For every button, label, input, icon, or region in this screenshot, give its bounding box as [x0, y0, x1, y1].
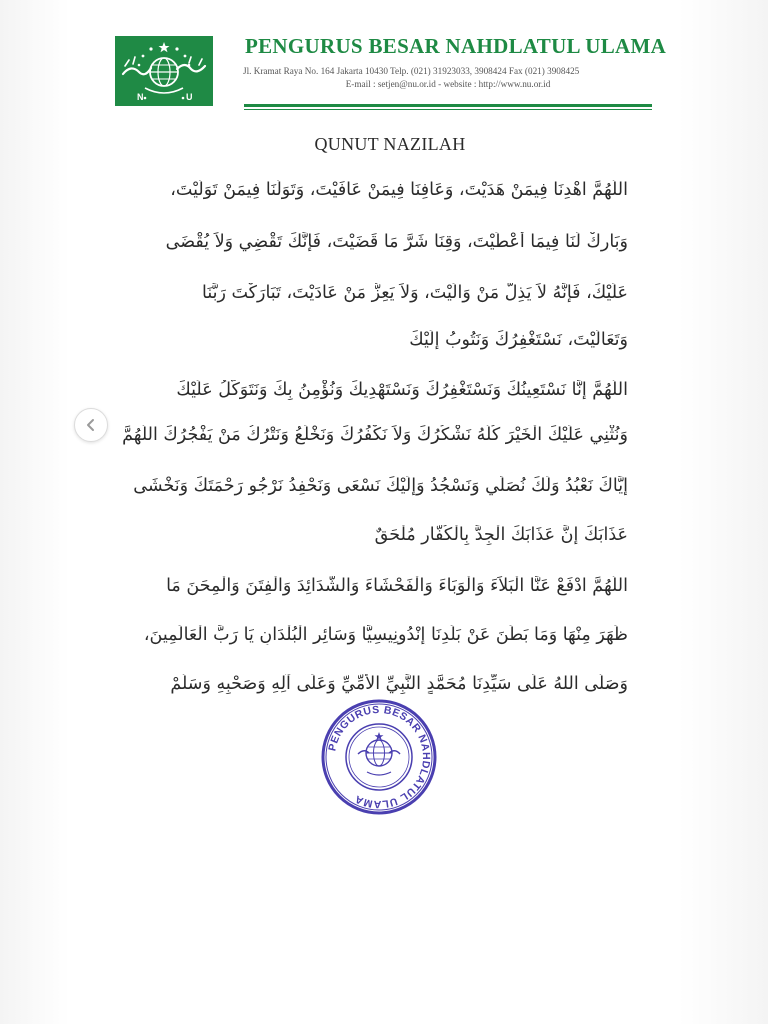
- prayer-line: اللَّهُمَّ اهْدِنَا فِيمَنْ هَدَيْتَ، وَعَافِنَا فِيمَنْ عَافَيْتَ، وَتَوَلَّنَا فِيمَنْ تَوَلَّيْتَ،: [170, 180, 628, 200]
- logo-letter-u: U: [186, 92, 193, 102]
- prayer-line: عَلَيْكَ، فَإِنَّهُ لاَ يَذِلُّ مَنْ وَالَيْتَ، وَلاَ يَعِزُّ مَنْ عَادَيْتَ، تَبَارَكْتَ رَبَّنَا: [201, 283, 628, 303]
- official-stamp: [320, 698, 438, 816]
- left-backdrop: [0, 0, 70, 1024]
- prayer-line: عَذَابَكَ إِنَّ عَذَابَكَ الْجِدَّ بِالْكُفَّارِ مُلْحَقٌ: [374, 525, 628, 545]
- nahdlatul-ulama-logo: [115, 36, 213, 106]
- prayer-line: وَصَلَّى اللهُ عَلَى سَيِّدِنَا مُحَمَّدٍ النَّبِيِّ الأُمِّيِّ وَعَلَى آلِهِ وَصَحْبِهِ وَسَلَّمْ: [170, 674, 628, 694]
- prayer-line: اللَّهُمَّ إِنَّا نَسْتَعِينُكَ وَنَسْتَغْفِرُكَ وَنَسْتَهْدِيكَ وَنُؤْمِنُ بِكَ وَنَتَوَكَّلُ عَلَيْكَ: [176, 380, 628, 400]
- letterhead-rule: [244, 104, 652, 107]
- logo-letter-n: N: [137, 92, 144, 102]
- svg-text:PENGURUS BESAR NAHDLATUL ULAMA: [326, 704, 432, 810]
- globe-stars-icon: [115, 36, 213, 106]
- organization-address: Jl. Kramat Raya No. 164 Jakarta 10430 Telp. (021) 31923033, 3908424 Fax (021) 3908425: [243, 66, 580, 76]
- prayer-line: وَتَعَالَيْتَ، نَسْتَغْفِرُكَ وَنَتُوبُ إِلَيْكَ: [409, 330, 628, 350]
- organization-name: PENGURUS BESAR NAHDLATUL ULAMA: [245, 34, 667, 58]
- prayer-line: وَبَارِكْ لَنَا فِيمَا أَعْطَيْتَ، وَقِنَا شَرَّ مَا قَضَيْتَ، فَإِنَّكَ تَقْضِي وَلاَ يُقْضَى: [165, 232, 628, 252]
- stamp-seal-icon: [320, 698, 438, 816]
- letterhead-rule-thin: [244, 109, 652, 110]
- prayer-line: اللَّهُمَّ ادْفَعْ عَنَّا الْبَلاَءَ وَالْوَبَاءَ وَالْفَحْشَاءَ وَالشَّدَائِدَ وَالْفِتَنَ وَالْمِحَنَ مَا: [166, 576, 628, 596]
- chevron-left-icon: [84, 418, 98, 432]
- prayer-line: إِيَّاكَ نَعْبُدُ وَلَكَ نُصَلِّي وَنَسْجُدُ وَإِلَيْكَ نَسْعَى وَنَحْفِدُ نَرْجُو رَحْمَتَكَ وَنَخْشَى: [133, 476, 628, 496]
- right-backdrop: [678, 0, 768, 1024]
- document-title: QUNUT NAZILAH: [314, 134, 466, 154]
- previous-image-button[interactable]: [74, 408, 108, 442]
- organization-contact: E-mail : setjen@nu.or.id - website : http://www.nu.or.id: [345, 79, 551, 89]
- stamp-text: PENGURUS BESAR NAHDLATUL ULAMA: [326, 703, 433, 811]
- prayer-line: ظَهَرَ مِنْهَا وَمَا بَطَنَ عَنْ بَلَدِنَا إِنْدُونِيسِيَّا وَسَائِرِ الْبُلْدَانِ يَا رَبَّ الْعَالَمِينَ،: [143, 625, 628, 645]
- prayer-line: وَنُثْنِي عَلَيْكَ الْخَيْرَ كُلَّهُ نَشْكُرُكَ وَلاَ نَكْفُرُكَ وَنَخْلَعُ وَنَتْرُكُ مَنْ يَفْجُرُكَ اللَّهُمَّ: [122, 425, 628, 445]
